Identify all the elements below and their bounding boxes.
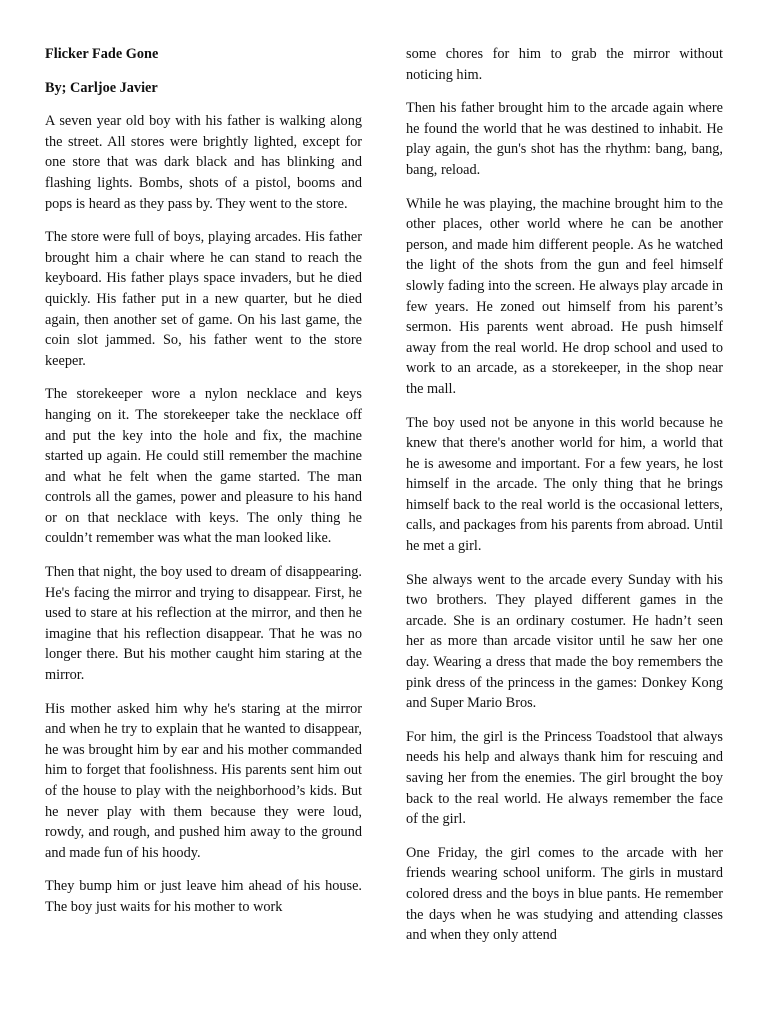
paragraph: While he was playing, the machine brought him to the other places, other world where he can be another person, and made him different people. As he watched the light of the shots from the gun and feel himself slowly fading into the screen. He always play arcade in few years. He zoned out himself from his parent’s sermon. His parents went abroad. He push himself away from the real world. He drop school and used to work to an arcade, as a storekeeper, in the shop near the mall. <box>406 195 723 397</box>
paragraph: For him, the girl is the Princess Toadstool that always needs his help and always thank him for rescuing and saving her from the enemies. The girl brought the boy back to the real world. He always remember the face of the girl. <box>406 728 723 828</box>
paragraph: Then that night, the boy used to dream of disappearing. He's facing the mirror and trying to disappear. First, he used to stare at his reflection at the mirror, and then he imagine that his reflection disappear. That he was no longer there. But his mother caught him staring at the mirror. <box>45 564 362 684</box>
paragraph: The boy used not be anyone in this world because he knew that there's another world for him, a world that he is awesome and important. For a few years, he lost himself in the arcade. The only thing that he brings himself back to the real world is the occasional letters, calls, and packages from his parents from abroad. Until he met a girl. <box>406 414 723 555</box>
paragraph: A seven year old boy with his father is walking along the street. All stores were brightly lighted, except for one store that was dark black and has blinking and flashing lights. Bombs, shots of a pistol, booms and pops is heard as they pass by. They went to the store. <box>45 113 362 212</box>
paragraph: She always went to the arcade every Sunday with his two brothers. They played different games in the arcade. She is an ordinary costumer. He hadn’t seen her as more than arcade visitor until he saw her one day. Wearing a dress that made the boy remembers the pink dress of the princess in the games: Donkey Kong and Super Mario Bros. <box>406 571 723 712</box>
paragraph: Then his father brought him to the arcade again where he found the world that he was destined to inhabit. He play again, the gun's shot has the rhythm: bang, bang, bang, reload. <box>406 100 723 178</box>
paragraph: One Friday, the girl comes to the arcade with her friends wearing school uniform. The girls in mustard colored dress and the boys in blue pants. He remember the days when he was studying and attending classes and when they only attend <box>406 844 723 944</box>
paragraph: The store were full of boys, playing arcades. His father brought him a chair where he can stand to reach the keyboard. His father plays space invaders, but he died quickly. His father put in a new quarter, but he died again, then another set of game. On his last game, the coin slot jammed. So, his father went to the store keeper. <box>45 229 362 369</box>
story-byline: By; Carljoe Javier <box>45 79 158 96</box>
right-column <box>406 44 723 959</box>
paragraph: They bump him or just leave him ahead of his house. The boy just waits for his mother to work <box>45 878 362 915</box>
left-column <box>45 44 362 931</box>
paragraph: some chores for him to grab the mirror without noticing him. <box>406 46 723 83</box>
paragraph: The storekeeper wore a nylon necklace and keys hanging on it. The storekeeper take the necklace off and put the key into the hole and fix, the machine started up again. He could still remember the machine and what he felt when the game started. The man controls all the games, power and pleasure to his hand or on that necklace with keys. The only thing he couldn’t remember was what the man looked like. <box>45 386 362 547</box>
paragraph: His mother asked him why he's staring at the mirror and when he try to explain that he wanted to disappear, he was brought him by ear and his mother commanded him to forget that foolishness. His parents sent him out of the house to play with the neighborhood’s kids. But he never play with them because they were loud, rowdy, and rough, and pushed him away to the ground and made fun of his hoody. <box>45 700 362 861</box>
story-title: Flicker Fade Gone <box>45 46 159 62</box>
